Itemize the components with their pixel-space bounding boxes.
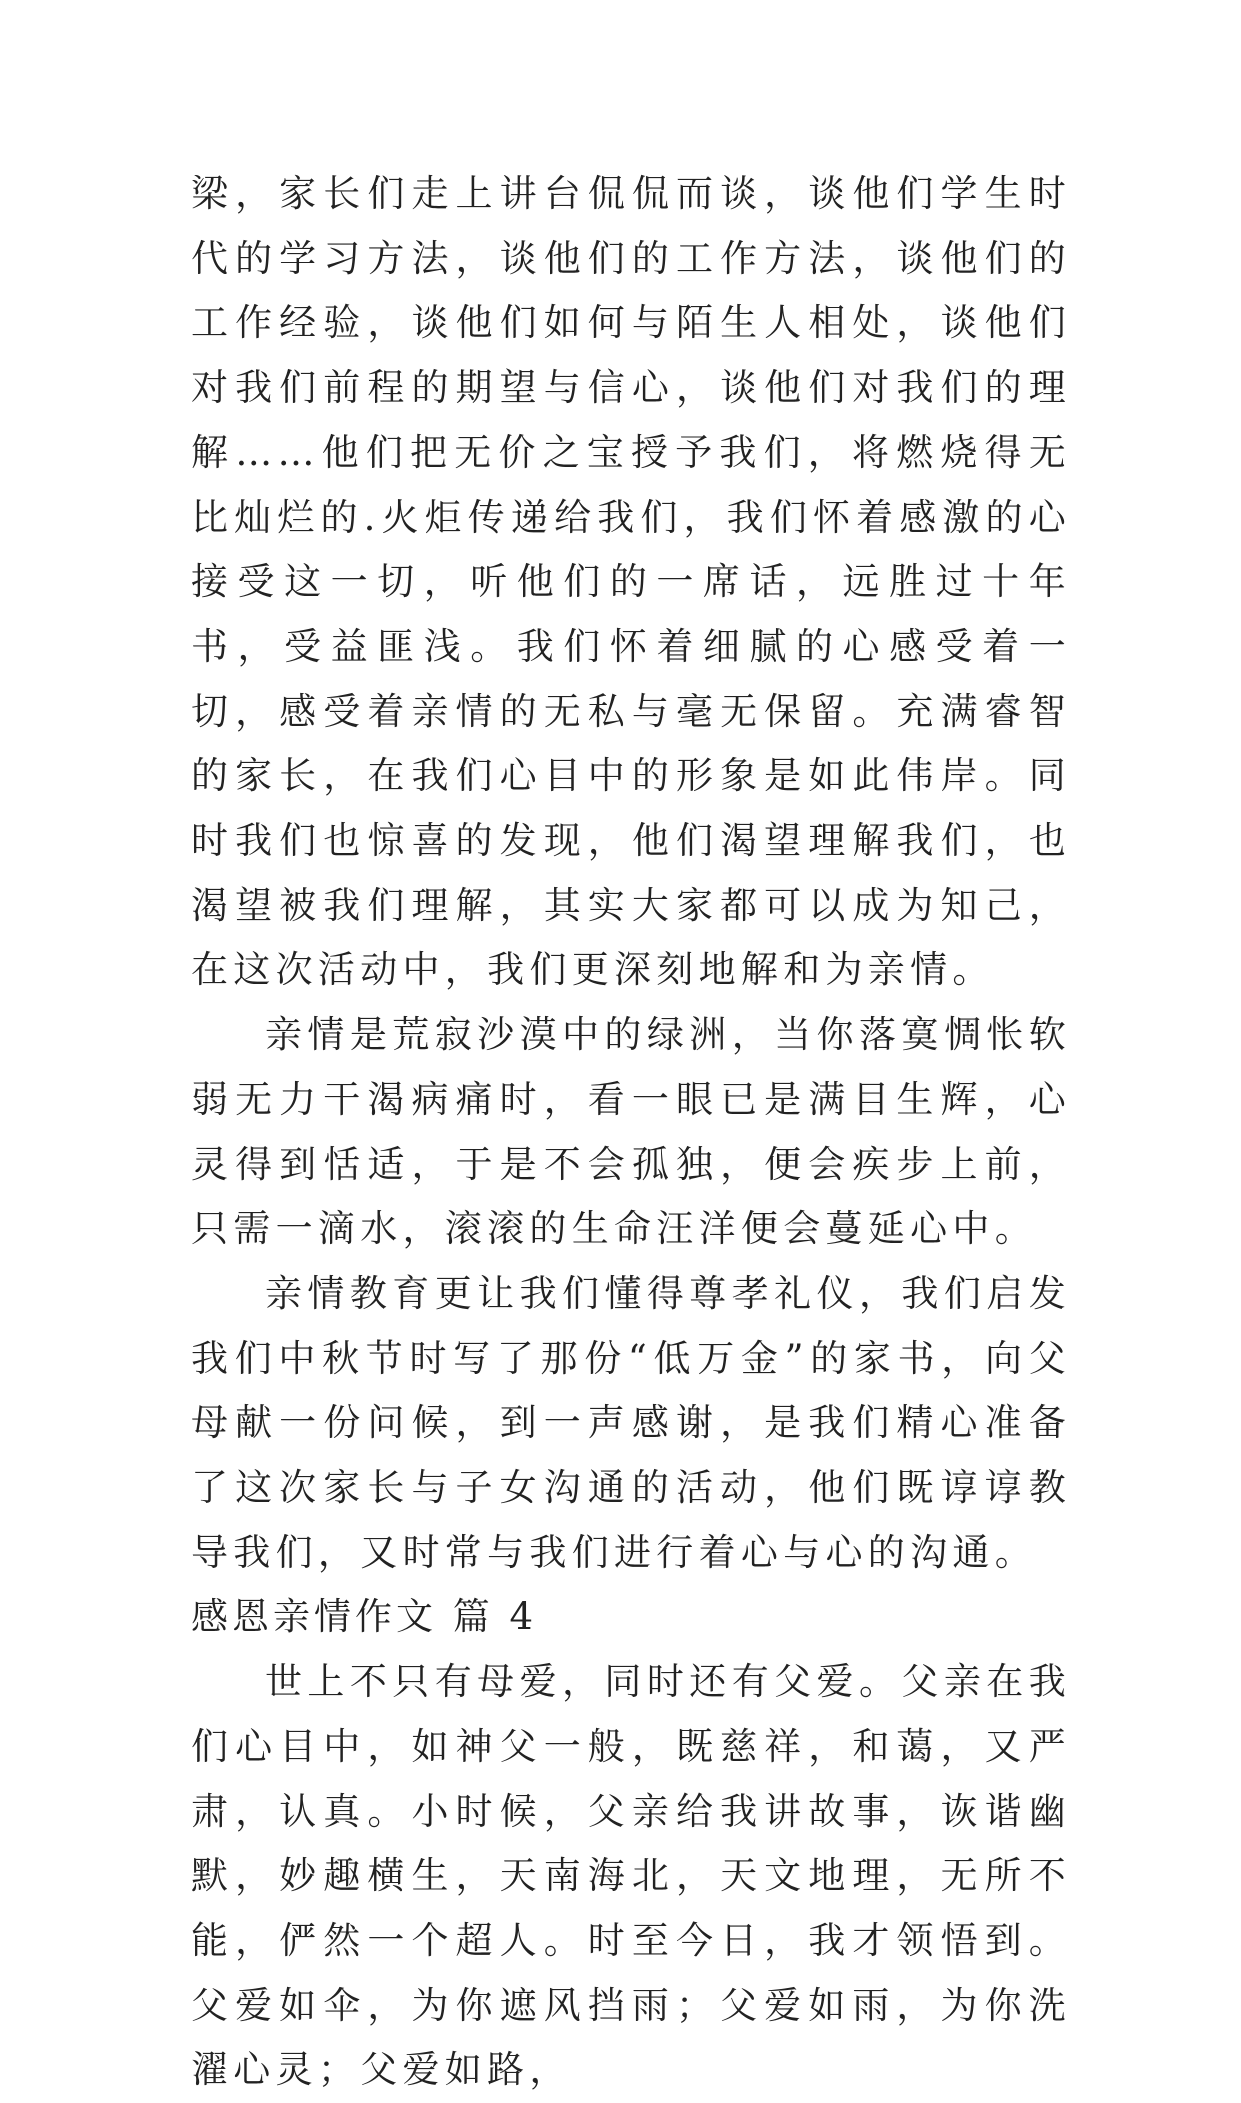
paragraph-continued: 梁，家长们走上讲台侃侃而谈，谈他们学生时代的学习方法，谈他们的工作方法，谈他们的工作经验，谈他们如何与陌生人相处，谈他们对我们前程的期望与信心，谈他们对我们的理解……他们把无价之宝授予我们，将燃烧得无比灿烂的.火炬传递给我们，我们怀着感激的心接受这一切，听他们的一席话，远胜过十年书，受益匪浅。我们怀着细腻的心感受着一切，感受着亲情的无私与毫无保留。充满睿智的家长，在我们心目中的形象是如此伟岸。同时我们也惊喜的发现，他们渴望理解我们，也渴望被我们理解，其实大家都可以成为知己，在这次活动中，我们更深刻地解和为亲情。 bbox=[191, 172, 1071, 992]
paragraph-fatherly-love: 世上不只有母爱，同时还有父爱。父亲在我们心目中，如神父一般，既慈祥，和蔼，又严肃，认真。小时候，父亲给我讲故事，诙谐幽默，妙趣横生，天南海北，天文地理，无所不能，俨然一个超人。时至今日，我才领悟到。父爱如伞，为你遮风挡雨；父爱如雨，为你洗濯心灵；父爱如路， bbox=[191, 1660, 1071, 2092]
paragraph-etiquette: 亲情教育更让我们懂得尊孝礼仪，我们启发我们中秋节时写了那份“低万金”的家书，向父母献一份问候，到一声感谢，是我们精心准备了这次家长与子女沟通的活动，他们既谆谆教导我们，又时常与我们进行着心与心的沟通。 bbox=[191, 1271, 1071, 1574]
paragraph-oasis: 亲情是荒寂沙漠中的绿洲，当你落寞惆怅软弱无力干渴病痛时，看一眼已是满目生辉，心灵得到恬适，于是不会孤独，便会疾步上前，只需一滴水，滚滚的生命汪洋便会蔓延心中。 bbox=[191, 1013, 1071, 1251]
section-heading: 感恩亲情作文 篇 4 bbox=[191, 1595, 538, 1639]
document-body bbox=[191, 162, 1071, 2103]
